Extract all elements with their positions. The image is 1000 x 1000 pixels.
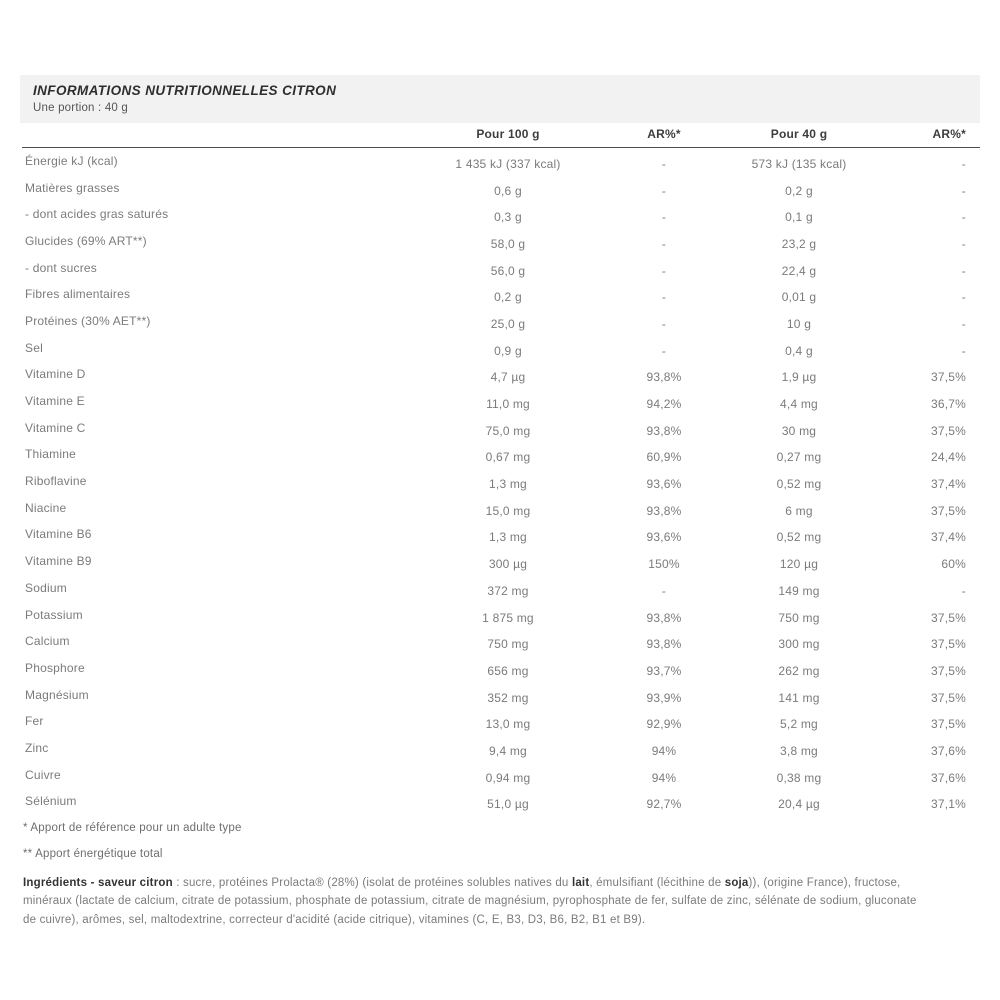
table-row [22, 388, 980, 415]
row-value: 573 kJ (135 kcal) [751, 157, 847, 172]
row-value: 0,52 mg [776, 530, 822, 545]
row-value: - [661, 236, 667, 251]
row-label: Calcium [25, 634, 70, 649]
row-label: Fer [25, 714, 44, 729]
row-value: - [961, 583, 966, 598]
row-value: 37,4% [930, 530, 966, 545]
row-value: 4,4 mg [780, 397, 818, 412]
ingredients-bold-segment: lait [571, 876, 590, 889]
row-label: Sélénium [25, 794, 77, 809]
table-row [22, 494, 980, 521]
table-row [22, 441, 980, 468]
row-value: - [661, 290, 667, 305]
row-value: 24,4% [930, 450, 966, 465]
row-value: - [961, 263, 966, 278]
row-value: 262 mg [778, 663, 820, 678]
row-value: 92,7% [646, 797, 682, 812]
row-value: - [661, 210, 667, 225]
row-value: 1,3 mg [489, 477, 527, 492]
row-label: Magnésium [25, 687, 89, 702]
row-value: 9,4 mg [489, 743, 527, 758]
row-value: 750 mg [487, 637, 529, 652]
table-row [22, 468, 980, 495]
table-row [22, 174, 980, 201]
row-label: Fibres alimentaires [25, 287, 131, 302]
nutrition-table-body [22, 148, 980, 815]
row-value: 75,0 mg [485, 423, 531, 438]
row-value: 93,7% [646, 663, 682, 678]
nutrition-table [22, 123, 980, 815]
row-value: 1 435 kJ (337 kcal) [455, 157, 561, 172]
column-header: AR%* [856, 123, 980, 148]
ingredients-text-segment: : sucre, protéines Prolacta® (28%) (isolat de protéines solubles natives du [172, 876, 572, 889]
row-value: 0,1 g [785, 210, 813, 225]
row-label: Énergie kJ (kcal) [25, 154, 118, 169]
row-value: 37,5% [930, 690, 966, 705]
row-value: 58,0 g [490, 236, 526, 251]
row-value: - [961, 236, 966, 251]
row-value: 93,8% [646, 423, 682, 438]
row-value: 0,67 mg [485, 450, 531, 465]
row-value: 93,8% [646, 637, 682, 652]
row-value: 0,2 g [785, 183, 813, 198]
row-value: - [961, 210, 966, 225]
row-value: 37,5% [930, 717, 966, 732]
row-value: 15,0 mg [485, 503, 531, 518]
row-value: 0,27 mg [776, 450, 822, 465]
row-value: 56,0 g [490, 263, 526, 278]
row-label: Riboflavine [25, 474, 87, 489]
row-value: 141 mg [778, 690, 820, 705]
row-value: 37,5% [930, 503, 966, 518]
row-value: 150% [648, 557, 680, 572]
row-value: 37,5% [930, 663, 966, 678]
row-value: 25,0 g [490, 316, 526, 331]
row-value: 22,4 g [781, 263, 817, 278]
row-value: - [661, 316, 667, 331]
row-value: - [661, 183, 667, 198]
row-label: Sodium [25, 580, 67, 595]
row-value: 0,2 g [494, 290, 522, 305]
table-row [22, 521, 980, 548]
row-label: - dont acides gras saturés [25, 207, 169, 222]
row-value: 0,01 g [781, 290, 817, 305]
row-value: 3,8 mg [780, 743, 818, 758]
row-value: 94% [651, 770, 677, 785]
row-value: 93,8% [646, 610, 682, 625]
row-label: Vitamine E [25, 394, 85, 409]
row-value: - [661, 343, 667, 358]
row-label: Niacine [25, 500, 67, 515]
footnotes [20, 822, 980, 860]
row-value: 0,94 mg [485, 770, 531, 785]
row-value: 94,2% [646, 397, 682, 412]
table-row [22, 655, 980, 682]
column-header: Pour 100 g [430, 123, 586, 148]
nutrition-header-panel [20, 75, 980, 123]
row-label: Thiamine [25, 447, 76, 462]
row-label: Phosphore [25, 660, 85, 675]
ingredients-text-segment: , émulsifiant (lécithine de [589, 876, 725, 889]
row-value: 0,3 g [494, 210, 522, 225]
row-label: Sel [25, 340, 43, 355]
row-value: - [661, 263, 667, 278]
row-label: Vitamine B9 [25, 554, 92, 569]
row-value: 37,4% [930, 477, 966, 492]
row-value: 93,8% [646, 503, 682, 518]
row-value: 352 mg [487, 690, 529, 705]
row-value: 300 mg [778, 637, 820, 652]
table-row [22, 601, 980, 628]
row-value: 0,6 g [494, 183, 522, 198]
row-value: 0,9 g [494, 343, 522, 358]
ingredients-text-segment: )), (origine France), fructose, minéraux (lactate de calcium, citrate de potassium, phosphate de potassium, citrate de magnésium, pyrophosphate de fer, sulfate de zinc, sélénate de sodium, gluconate de cuivre), arômes, sel, maltodextrine, correcteur d'acidité (acide citrique), vitamines (C, E, B3, D3, B6, B2, B1 et B9). [23, 876, 917, 926]
table-row [22, 761, 980, 788]
row-value: 1,3 mg [489, 530, 527, 545]
row-value: 13,0 mg [485, 717, 531, 732]
footnote: * Apport de référence pour un adulte type [23, 821, 242, 834]
table-row [22, 548, 980, 575]
row-value: 120 µg [779, 557, 819, 572]
row-value: 1 875 mg [482, 610, 534, 625]
row-label: Glucides (69% ART**) [25, 233, 147, 248]
row-value: - [661, 157, 667, 172]
row-label: Cuivre [25, 767, 61, 782]
row-label: - dont sucres [25, 260, 97, 275]
row-value: 37,6% [930, 770, 966, 785]
row-value: 5,2 mg [780, 717, 818, 732]
portion-subtitle: Une portion : 40 g [33, 102, 129, 114]
row-value: - [661, 583, 667, 598]
row-value: 37,1% [930, 797, 966, 812]
row-value: - [961, 290, 966, 305]
row-label: Vitamine B6 [25, 527, 92, 542]
row-value: 1,9 µg [781, 370, 817, 385]
row-value: - [961, 343, 966, 358]
table-row [22, 414, 980, 441]
page-title: INFORMATIONS NUTRITIONNELLES CITRON [33, 83, 337, 98]
table-row [22, 575, 980, 602]
table-header-row [22, 123, 980, 148]
row-value: 51,0 µg [487, 797, 529, 812]
row-value: - [961, 316, 966, 331]
row-value: 37,5% [930, 610, 966, 625]
row-value: 6 mg [785, 503, 813, 518]
ingredients-bold-segment: Ingrédients - saveur citron [23, 876, 173, 889]
row-value: 20,4 µg [778, 797, 820, 812]
row-value: 300 µg [488, 557, 528, 572]
row-value: 93,6% [646, 477, 682, 492]
table-row [22, 735, 980, 762]
row-value: 0,52 mg [776, 477, 822, 492]
table-row [22, 201, 980, 228]
row-value: 37,6% [930, 743, 966, 758]
table-row [22, 681, 980, 708]
table-row [22, 361, 980, 388]
row-label: Vitamine D [25, 367, 86, 382]
table-row [22, 628, 980, 655]
row-value: 37,5% [930, 423, 966, 438]
nutrition-info-section [20, 75, 980, 929]
row-label: Potassium [25, 607, 83, 622]
row-value: 94% [651, 743, 677, 758]
table-row [22, 708, 980, 735]
row-label: Matières grasses [25, 180, 120, 195]
row-value: 30 mg [781, 423, 817, 438]
row-label: Vitamine C [25, 420, 86, 435]
column-header-label [22, 123, 430, 148]
row-value: 656 mg [487, 663, 529, 678]
row-value: - [961, 183, 966, 198]
row-value: 92,9% [646, 717, 682, 732]
row-value: 37,5% [930, 370, 966, 385]
column-header: Pour 40 g [742, 123, 856, 148]
table-row [22, 148, 980, 175]
row-value: 93,6% [646, 530, 682, 545]
row-value: 0,38 mg [776, 770, 822, 785]
table-row [22, 788, 980, 815]
row-value: 10 g [786, 316, 812, 331]
row-value: - [961, 157, 966, 172]
footnote: ** Apport énergétique total [23, 847, 163, 860]
row-value: 23,2 g [781, 236, 817, 251]
row-value: 750 mg [778, 610, 820, 625]
row-value: 60,9% [646, 450, 682, 465]
row-value: 4,7 µg [490, 370, 526, 385]
row-value: 36,7% [930, 397, 966, 412]
row-value: 0,4 g [785, 343, 813, 358]
row-value: 372 mg [487, 583, 529, 598]
table-row [22, 281, 980, 308]
table-row [22, 254, 980, 281]
row-value: 149 mg [778, 583, 820, 598]
row-value: 93,9% [646, 690, 682, 705]
table-row [22, 228, 980, 255]
ingredients-paragraph [20, 874, 932, 930]
table-row [22, 308, 980, 335]
row-label: Protéines (30% AET**) [25, 313, 151, 328]
row-label: Zinc [25, 740, 49, 755]
row-value: 11,0 mg [486, 397, 530, 412]
table-row [22, 334, 980, 361]
column-header: AR%* [586, 123, 742, 148]
ingredients-bold-segment: soja [724, 876, 749, 889]
row-value: 37,5% [930, 637, 966, 652]
row-value: 60% [941, 557, 966, 572]
row-value: 93,8% [646, 370, 682, 385]
